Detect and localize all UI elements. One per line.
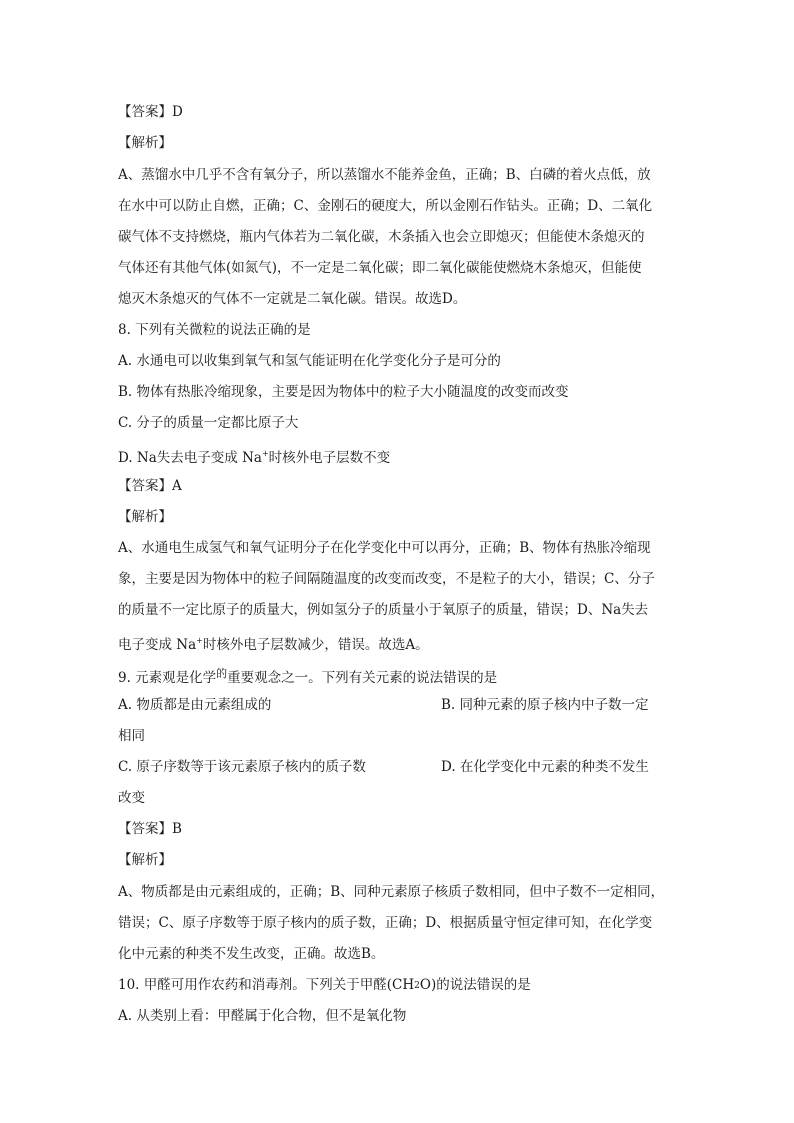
q7-analysis-label: 【解析】 xyxy=(118,135,172,151)
q10-option-a: A. 从类别上看：甲醛属于化合物，但不是氧化物 xyxy=(118,1008,407,1024)
q9-analysis-line: 错误；C、原子序数等于原子核内的质子数，正确；D、根据质量守恒定律可知，在化学变 xyxy=(118,915,653,931)
q7-analysis-line: A、蒸馏水中几乎不含有氧分子，所以蒸馏水不能养金鱼，正确；B、白磷的着火点低，放 xyxy=(118,167,651,183)
q8-analysis-line: 象，主要是因为物体中的粒子间隔随温度的改变而改变，不是粒子的大小，错误；C、分子 xyxy=(118,571,655,587)
q8-option-d-text-end: 时核外电子层数不变 xyxy=(268,450,391,466)
q8-analysis-line xyxy=(118,631,429,655)
q10-stem xyxy=(118,975,531,996)
q9-option-d: D. 在化学变化中元素的种类不发生 xyxy=(441,759,649,775)
q8-option-d-text: D. Na失去电子变成 Na xyxy=(118,450,262,466)
q8-analysis-line: A、水通电生成氢气和氧气证明分子在化学变化中可以再分，正确；B、物体有热胀冷缩现 xyxy=(118,540,651,556)
q10-stem-text: 10. 甲醛可用作农药和消毒剂。下列关于甲醛(CH xyxy=(118,977,415,993)
q8-analysis-label: 【解析】 xyxy=(118,509,172,525)
q9-answer: 【答案】B xyxy=(118,821,182,837)
q10-stem-text-end: O)的说法错误的是 xyxy=(419,977,531,993)
q8-analysis-line: 的质量不一定比原子的质量大，例如氢分子的质量小于氧原子的质量，错误；D、Na失去 xyxy=(118,602,649,618)
q9-option-b: B. 同种元素的原子核内中子数一定 xyxy=(441,697,649,713)
q8-option-c: C. 分子的质量一定都比原子大 xyxy=(118,415,299,431)
q9-stem xyxy=(118,664,497,688)
q9-stem-text-end: 重要观念之一。下列有关元素的说法错误的是 xyxy=(227,670,498,686)
q8-answer: 【答案】A xyxy=(118,478,182,494)
q8-option-d xyxy=(118,444,390,468)
q9-stem-raised-char: 的 xyxy=(216,667,228,680)
q8-analysis-superscript: + xyxy=(196,636,203,645)
q9-analysis-line: A、物质都是由元素组成的，正确；B、同种元素原子核质子数相同，但中子数不一定相同， xyxy=(118,884,665,900)
q8-stem: 8. 下列有关微粒的说法正确的是 xyxy=(118,322,311,338)
q8-analysis-last-text-end: 时核外电子层数减少，错误。故选A。 xyxy=(202,637,429,653)
q8-analysis-last-text: 电子变成 Na xyxy=(118,637,197,653)
q8-option-b: B. 物体有热胀冷缩现象，主要是因为物体中的粒子大小随温度的改变而改变 xyxy=(118,384,569,400)
q7-analysis-line: 碳气体不支持燃烧，瓶内气体若为二氧化碳，木条插入也会立即熄灭；但能使木条熄灭的 xyxy=(118,229,645,245)
q7-analysis-line: 气体还有其他气体(如氮气)，不一定是二氧化碳；即二氧化碳能使燃烧木条熄灭，但能使 xyxy=(118,260,642,276)
q7-answer: 【答案】D xyxy=(118,104,183,120)
q9-stem-text: 9. 元素观是化学 xyxy=(118,670,217,686)
q7-analysis-line: 熄灭木条熄灭的气体不一定就是二氧化碳。错误。故选D。 xyxy=(118,291,467,307)
q9-option-c: C. 原子序数等于该元素原子核内的质子数 xyxy=(118,759,366,775)
q8-option-d-superscript: + xyxy=(261,449,269,458)
q10-stem-subscript: 2 xyxy=(414,981,420,991)
q8-option-a: A. 水通电可以收集到氧气和氢气能证明在化学变化分子是可分的 xyxy=(118,353,501,369)
q9-option-a: A. 物质都是由元素组成的 xyxy=(118,697,272,713)
q9-option-b-continued: 相同 xyxy=(118,728,145,744)
q9-analysis-label: 【解析】 xyxy=(118,852,172,868)
q9-option-d-continued: 改变 xyxy=(118,790,145,806)
q9-analysis-line: 化中元素的种类不发生改变，正确。故选B。 xyxy=(118,946,385,962)
q7-analysis-line: 在水中可以防止自燃，正确；C、金刚石的硬度大，所以金刚石作钻头。正确；D、二氧化 xyxy=(118,198,653,214)
